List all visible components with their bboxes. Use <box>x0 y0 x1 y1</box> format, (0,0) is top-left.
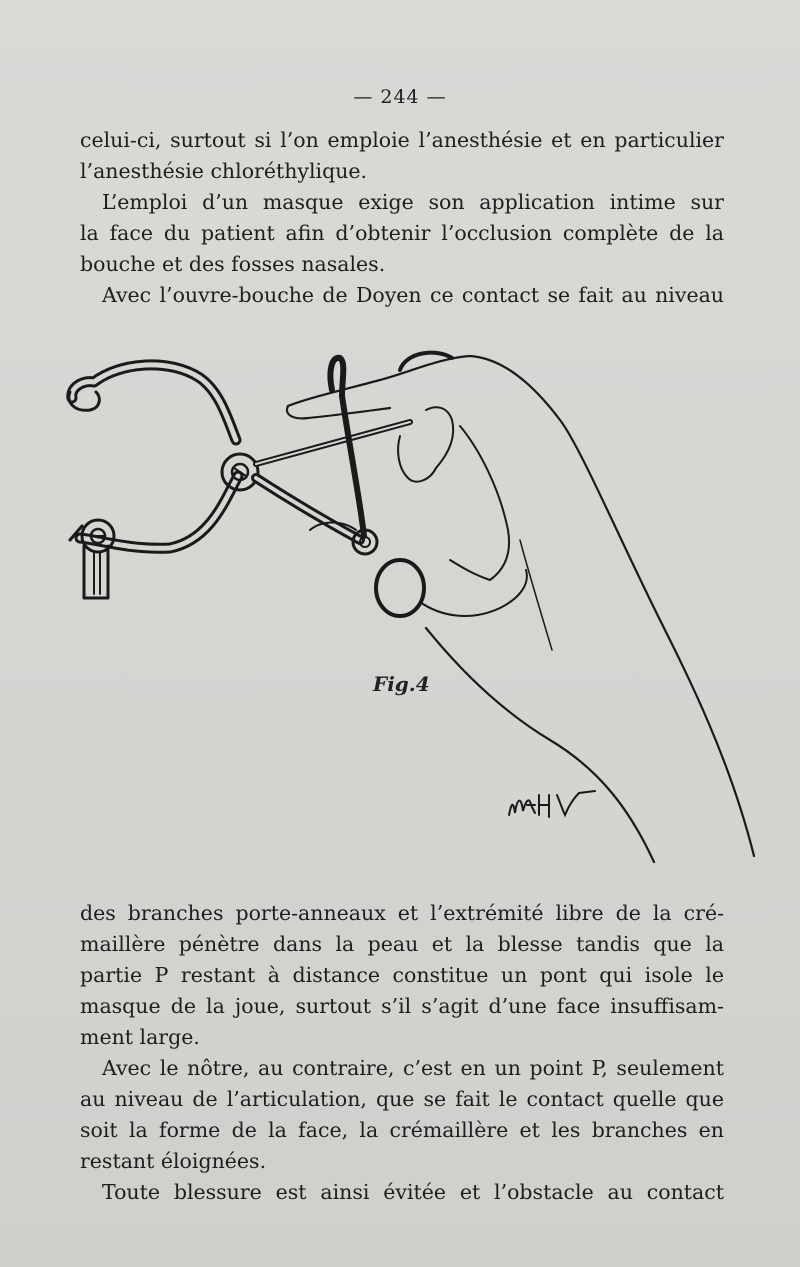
text-line: la face du patient afin d’obtenir l’occlusion complète de la <box>80 221 724 245</box>
text-line: Avec l’ouvre-bouche de Doyen ce contact se fait au niveau <box>102 283 724 307</box>
text-block-bottom <box>80 898 724 1208</box>
text-line: maillère pénètre dans la peau et la blesse tandis que la <box>80 932 724 956</box>
text-line: restant éloignées. <box>80 1149 267 1173</box>
figure-caption: Fig.4 <box>373 672 430 696</box>
figure-illustration <box>60 340 770 870</box>
artist-signature <box>505 775 605 825</box>
text-line: ment large. <box>80 1025 200 1049</box>
text-line: soit la forme de la face, la crémaillère et les branches en <box>80 1118 724 1142</box>
text-line: L’emploi d’un masque exige son application intime sur <box>102 190 724 214</box>
text-line: des branches porte-anneaux et l’extrémité libre de la cré- <box>80 901 724 925</box>
text-block-top <box>80 125 724 311</box>
page-number: — 244 — <box>353 86 447 108</box>
text-line: partie P restant à distance constitue un pont qui isole le <box>80 963 724 987</box>
text-line: celui-ci, surtout si l’on emploie l’anesthésie et en particulier <box>80 128 724 152</box>
text-line: l’anesthésie chloréthylique. <box>80 159 368 183</box>
text-line: au niveau de l’articulation, que se fait le contact quelle que <box>80 1087 724 1111</box>
text-line: Toute blessure est ainsi évitée et l’obstacle au contact <box>102 1180 724 1204</box>
hand-and-mouth-gag-drawing <box>60 340 770 870</box>
text-line: bouche et des fosses nasales. <box>80 252 386 276</box>
text-line: masque de la joue, surtout s’il s’agit d’une face insuffisam- <box>80 994 724 1018</box>
text-line: Avec le nôtre, au contraire, c’est en un point P, seulement <box>102 1056 724 1080</box>
